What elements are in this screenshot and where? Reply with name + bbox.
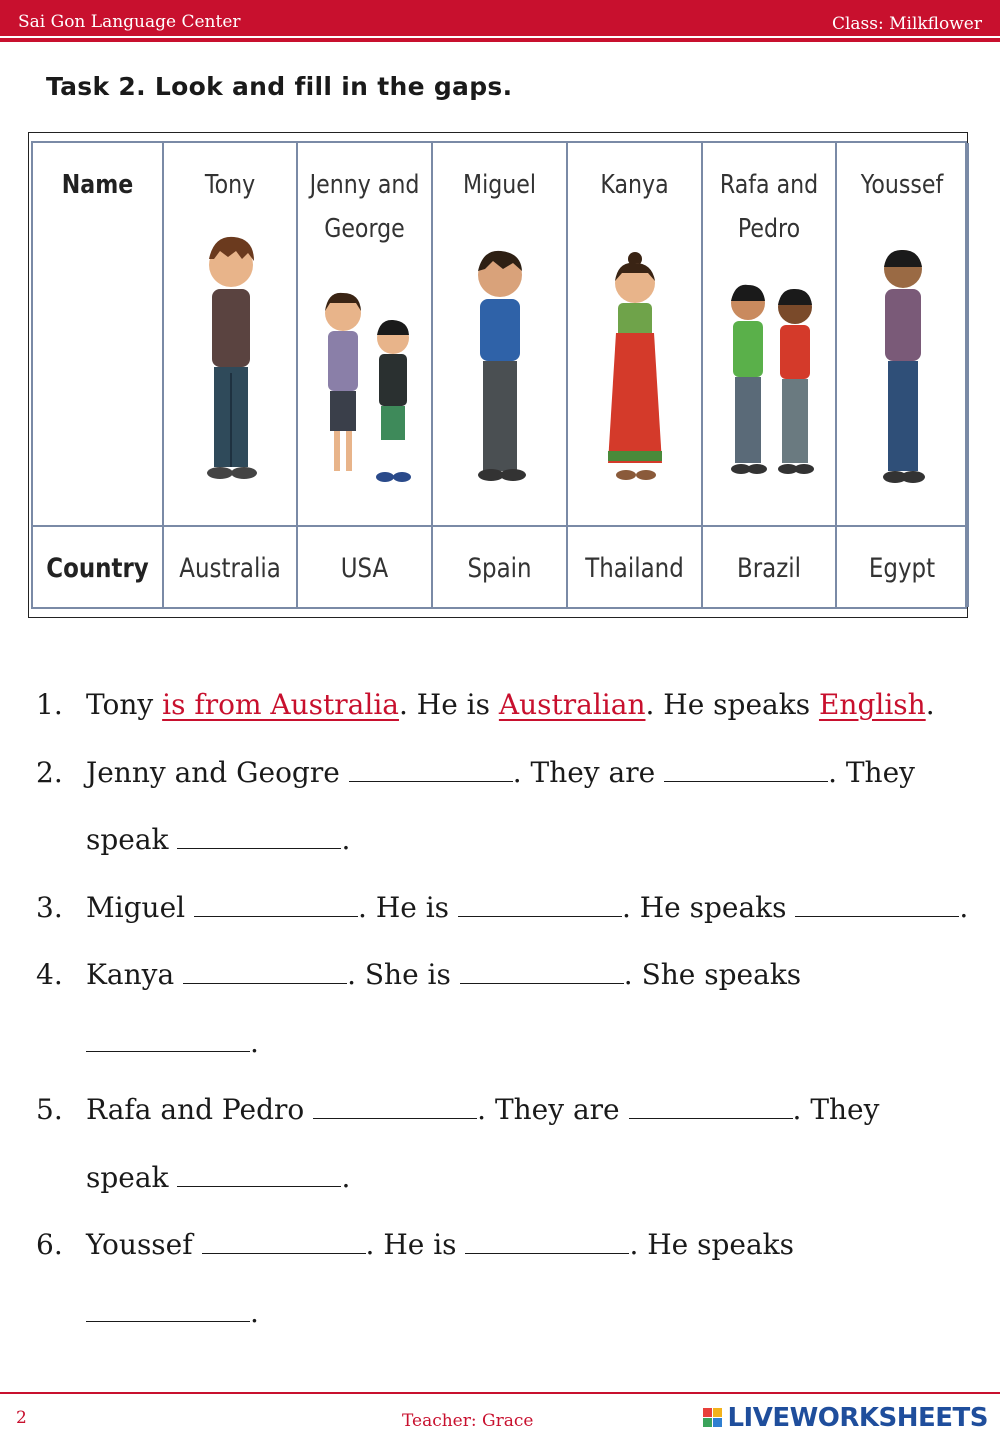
person-name: Jenny and — [309, 170, 420, 200]
gap-field[interactable] — [664, 757, 828, 782]
header-column — [33, 143, 164, 607]
table-row-divider — [33, 525, 965, 527]
person-name: Youssef — [860, 170, 944, 200]
gap-field[interactable] — [86, 1027, 250, 1052]
page-number: 2 — [16, 1408, 27, 1428]
gap-field[interactable] — [177, 1162, 341, 1187]
exercise-number: 5. — [36, 1093, 63, 1126]
gap-field[interactable] — [183, 959, 347, 984]
exercise-number: 6. — [36, 1228, 63, 1261]
name-header: Name — [61, 170, 134, 200]
gap-field[interactable] — [629, 1094, 793, 1119]
school-name: Sai Gon Language Center — [18, 12, 241, 32]
person-name: Miguel — [463, 170, 536, 200]
liveworksheets-logo-icon — [703, 1408, 723, 1428]
answer-1: is from Australia — [162, 688, 399, 721]
picture-table — [28, 132, 968, 618]
person-country: Spain — [467, 553, 532, 584]
person-country: USA — [340, 553, 389, 584]
exercise-number: 3. — [36, 891, 63, 924]
teacher-label: Teacher: Grace — [402, 1411, 534, 1431]
person-country: Egypt — [868, 553, 936, 584]
person-column-miguel — [433, 143, 568, 607]
boy-figure-icon — [837, 233, 969, 503]
person-column-kanya — [568, 143, 703, 607]
class-label: Class: Milkflower — [831, 14, 982, 34]
person-country: Thailand — [585, 553, 684, 584]
person-country: Brazil — [736, 553, 802, 584]
exercise-number: 1. — [36, 688, 63, 721]
boy-figure-icon — [164, 223, 298, 503]
person-column-youssef — [837, 143, 969, 607]
gap-field[interactable] — [795, 892, 959, 917]
gap-field[interactable] — [202, 1229, 366, 1254]
gap-field[interactable] — [465, 1229, 629, 1254]
brand-name: LIVEWORKSHEETS — [727, 1403, 988, 1433]
person-column-tony — [164, 143, 298, 607]
boy-figure-icon — [433, 235, 568, 503]
two-boys-figure-icon — [703, 273, 837, 503]
task-title: Task 2. Look and fill in the gaps. — [46, 72, 513, 101]
gap-field[interactable] — [460, 959, 624, 984]
exercise-number: 2. — [36, 756, 63, 789]
gap-field[interactable] — [86, 1297, 250, 1322]
gap-field[interactable] — [194, 892, 358, 917]
country-header: Country — [46, 553, 149, 584]
header-bar — [0, 0, 1000, 36]
person-column-rafa-pedro: Rafa and Pedro Brazil — [703, 143, 837, 607]
girl-and-boy-figure-icon — [298, 283, 433, 503]
gap-field[interactable] — [313, 1094, 477, 1119]
footer-divider — [0, 1392, 1000, 1394]
gap-field[interactable] — [458, 892, 622, 917]
table-grid — [31, 141, 967, 609]
girl-figure-icon — [568, 243, 703, 503]
person-column-jenny-george: Jenny and George USA — [298, 143, 433, 607]
person-name: Rafa and — [719, 170, 819, 200]
person-name: Tony — [204, 170, 256, 200]
header-divider — [0, 38, 1000, 42]
person-country: Australia — [179, 553, 281, 584]
answer-3: English — [818, 688, 926, 721]
gap-field[interactable] — [349, 757, 513, 782]
brand-logo[interactable] — [703, 1403, 988, 1433]
gap-field[interactable] — [177, 824, 341, 849]
answer-2: Australian — [498, 688, 646, 721]
person-name: Kanya — [600, 170, 669, 200]
exercise-number: 4. — [36, 958, 63, 991]
